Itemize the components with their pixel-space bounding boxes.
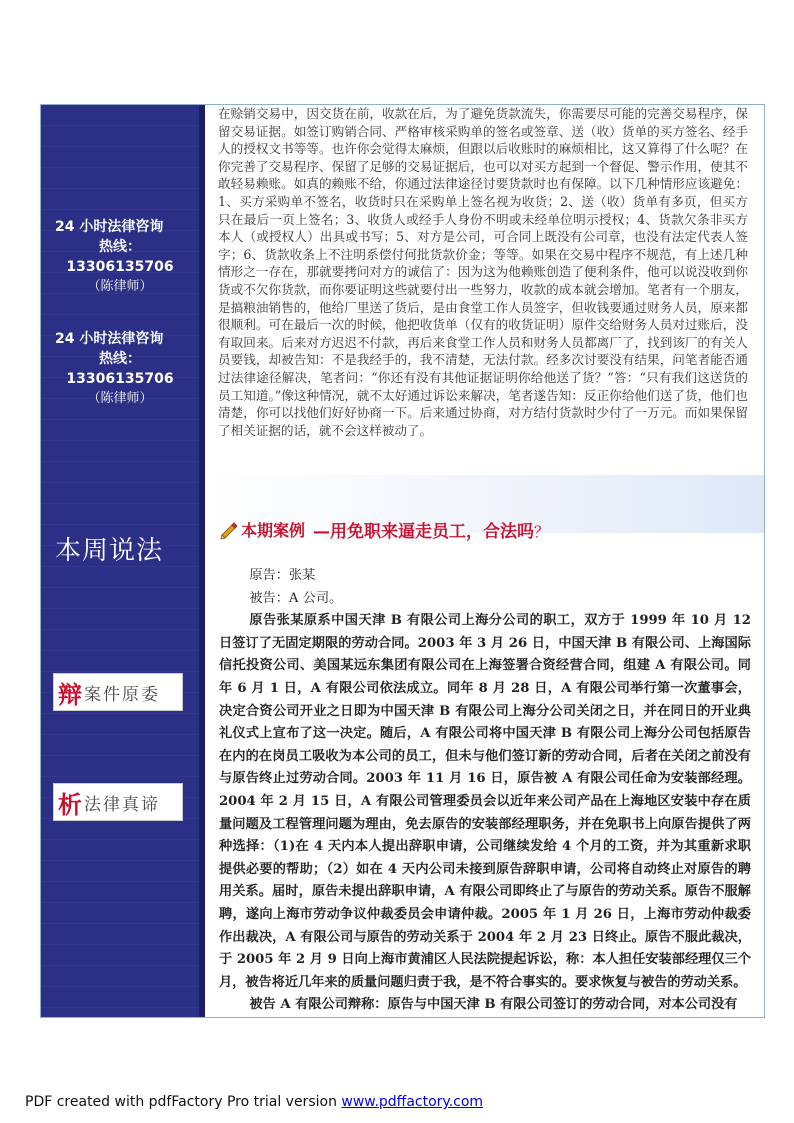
hotline-phone: 13306135706 [66, 371, 174, 387]
defendant-line: 被告：A 公司。 [249, 590, 343, 606]
banner-text: 法律真谛 [84, 794, 160, 815]
weekly-heading: 本周说法 [55, 536, 164, 566]
banner-text: 案件原委 [84, 684, 160, 705]
case-title-text: —用免职来逼走员工，合法吗 [313, 522, 535, 542]
banner-case-origin [53, 673, 183, 711]
case-title [313, 517, 549, 542]
case-paragraph: 被告 A 有限公司辩称：原告与中国天津 B 有限公司签订的劳动合同，对本公司没有 [249, 997, 738, 1013]
banner-big-char: 辩 [58, 680, 82, 709]
plaintiff-line: 原告：张某 [249, 568, 316, 583]
case-heading [219, 517, 549, 542]
hotline-name: （陈律师） [87, 391, 153, 406]
banner-legal-truth [53, 783, 183, 821]
case-label: 本期案例 [241, 521, 306, 540]
case-body [219, 565, 751, 1017]
hotline-block [41, 217, 199, 297]
hotline-label: 热线： [99, 351, 141, 367]
pdf-footer [25, 1094, 483, 1110]
page-frame [40, 104, 765, 1018]
hotline-title: 24 小时法律咨询 [55, 219, 164, 235]
footer-text: PDF created with pdfFactory Pro trial version [25, 1094, 342, 1110]
hotline-title: 24 小时法律咨询 [55, 331, 164, 347]
hotline-label: 热线： [99, 239, 141, 255]
hotline-block [41, 329, 199, 409]
sidebar [41, 105, 199, 1017]
banner-big-char: 析 [58, 790, 82, 819]
case-title-question: ？ [534, 523, 550, 541]
article-text: 在赊销交易中，因交货在前，收款在后，为了避免货款流失，你需要尽可能的完善交易程序，保留交易证据。如签订购销合同、严格审核采购单的签名或签章、送（收）货单的买方签名、经手人的授权文书等等。也许你会觉得太麻烦，但跟以后收账时的麻烦相比，这又算得了什么呢？在你完善了交易程序、保留了足够的交易证据后，也可以对买方起到一个督促、警示作用，使其不敢轻易赖账。如真的赖账不给，你通过法律途径讨要货款时也有保障。以下几种情形应该避免：1、买方采购单不签名，收货时只在采购单上签名视为收货；2、送（收）货单有多页，但买方只在最后一页上签名；3、收货人或经手人身份不明或未经单位明示授权；4、货款欠条非买方本人（或授权人）出具或书写；5、对方是公司，可合同上既没有公司章，也没有法定代表人签字；6、货款收条上不注明系偿付何批货款价金；等等。如果在交易中程序不规范，有上述几种情形之一存在，那就要拷问对方的诚信了：因为这为他赖账创造了便利条件，他可以说没收到你货或不欠你货款，而你要证明这些就要付出一些努力，收款的成本就会增加。笔者有一个朋友，是搞粮油销售的，他给厂里送了货后，是由食堂工作人员签字，但收钱要通过财务人员，原来都很顺利。可在最后一次的时候，他把收货单（仅有的收货证明）原件交给财务人员对过账后，没有取回来。后来对方迟迟不付款，再后来食堂工作人员和财务人员都离厂了，找到该厂的有关人员要钱，却被告知：不是我经手的，我不清楚，无法付款。经多次讨要没有结果，问笔者能否通过法律途径解决，笔者问：“你还有没有其他证据证明你给他送了货？”答：“只有我们这送货的员工知道。”像这种情况，就不太好通过诉讼来解决，笔者遂告知：反正你给他们送了货，他们也清楚，你可以找他们好好协商一下。后来通过协商，对方结付货款时少付了一万元。而如果保留了相关证据的话，就不会这样被动了。 [218, 106, 748, 438]
footer-link[interactable]: www.pdffactory.com [341, 1094, 484, 1110]
hotline-phone: 13306135706 [66, 259, 174, 275]
case-paragraph: 原告张某原系中国天津 B 有限公司上海分公司的职工，双方于 1999 年 10 月 12 日签订了无固定期限的劳动合同。2003 年 3 月 26 日，中国天津 B 有限公司、上海国际信托投资公司、美国某远东集团有限公司在上海签署合资经营合同，组建 A 有限公司。同年 6 月 1 日，A 有限公司依法成立。同年 8 月 28 日，A 有限公司举行第一次董事会，决定合资公司开业之日即为中国天津 B 有限公司上海分公司关闭之日，并在同日的开业典礼仪式上宣布了这一决定。随后，A 有限公司将中国天津 B 有限公司上海分公司包括原告在内的在岗员工吸收为本公司的员工，但未与他们签订新的劳动合同，后者在关闭之前没有与原告终止过劳动合同。2003 年 11 月 16 日，原告被 A 有限公司任命为安装部经理。2004 年 2 月 15 日，A 有限公司管理委员会以近年来公司产品在上海地区安装中存在质量问题及工程管理问题为理由，免去原告的安装部经理职务，并在免职书上向原告提供了两种选择：（1)在 4 天内本人提出辞职申请，公司继续发给 4 个月的工资，并为其重新求职提供必要的帮助；（2）如在 4 天内公司未接到原告辞职申请，公司将自动终止对原告的聘用关系。届时，原告未提出辞职申请，A 有限公司即终止了与原告的劳动关系。原告不服解聘，遂向上海市劳动争议仲裁委员会申请仲裁。2005 年 1 月 26 日，上海市劳动仲裁委作出裁决，A 有限公司与原告的劳动关系于 2004 年 2 月 23 日终止。原告不服此裁决，于 2005 年 2 月 9 日向上海市黄浦区人民法院提起诉讼，称：本人担任安装部经理仅三个月，被告将近几年来的质量问题归责于我，是不符合事实的。要求恢复与被告的劳动关系。 [219, 613, 751, 990]
main-content [205, 105, 765, 1017]
hotline-name: （陈律师） [87, 279, 153, 294]
pencil-icon [219, 520, 239, 540]
